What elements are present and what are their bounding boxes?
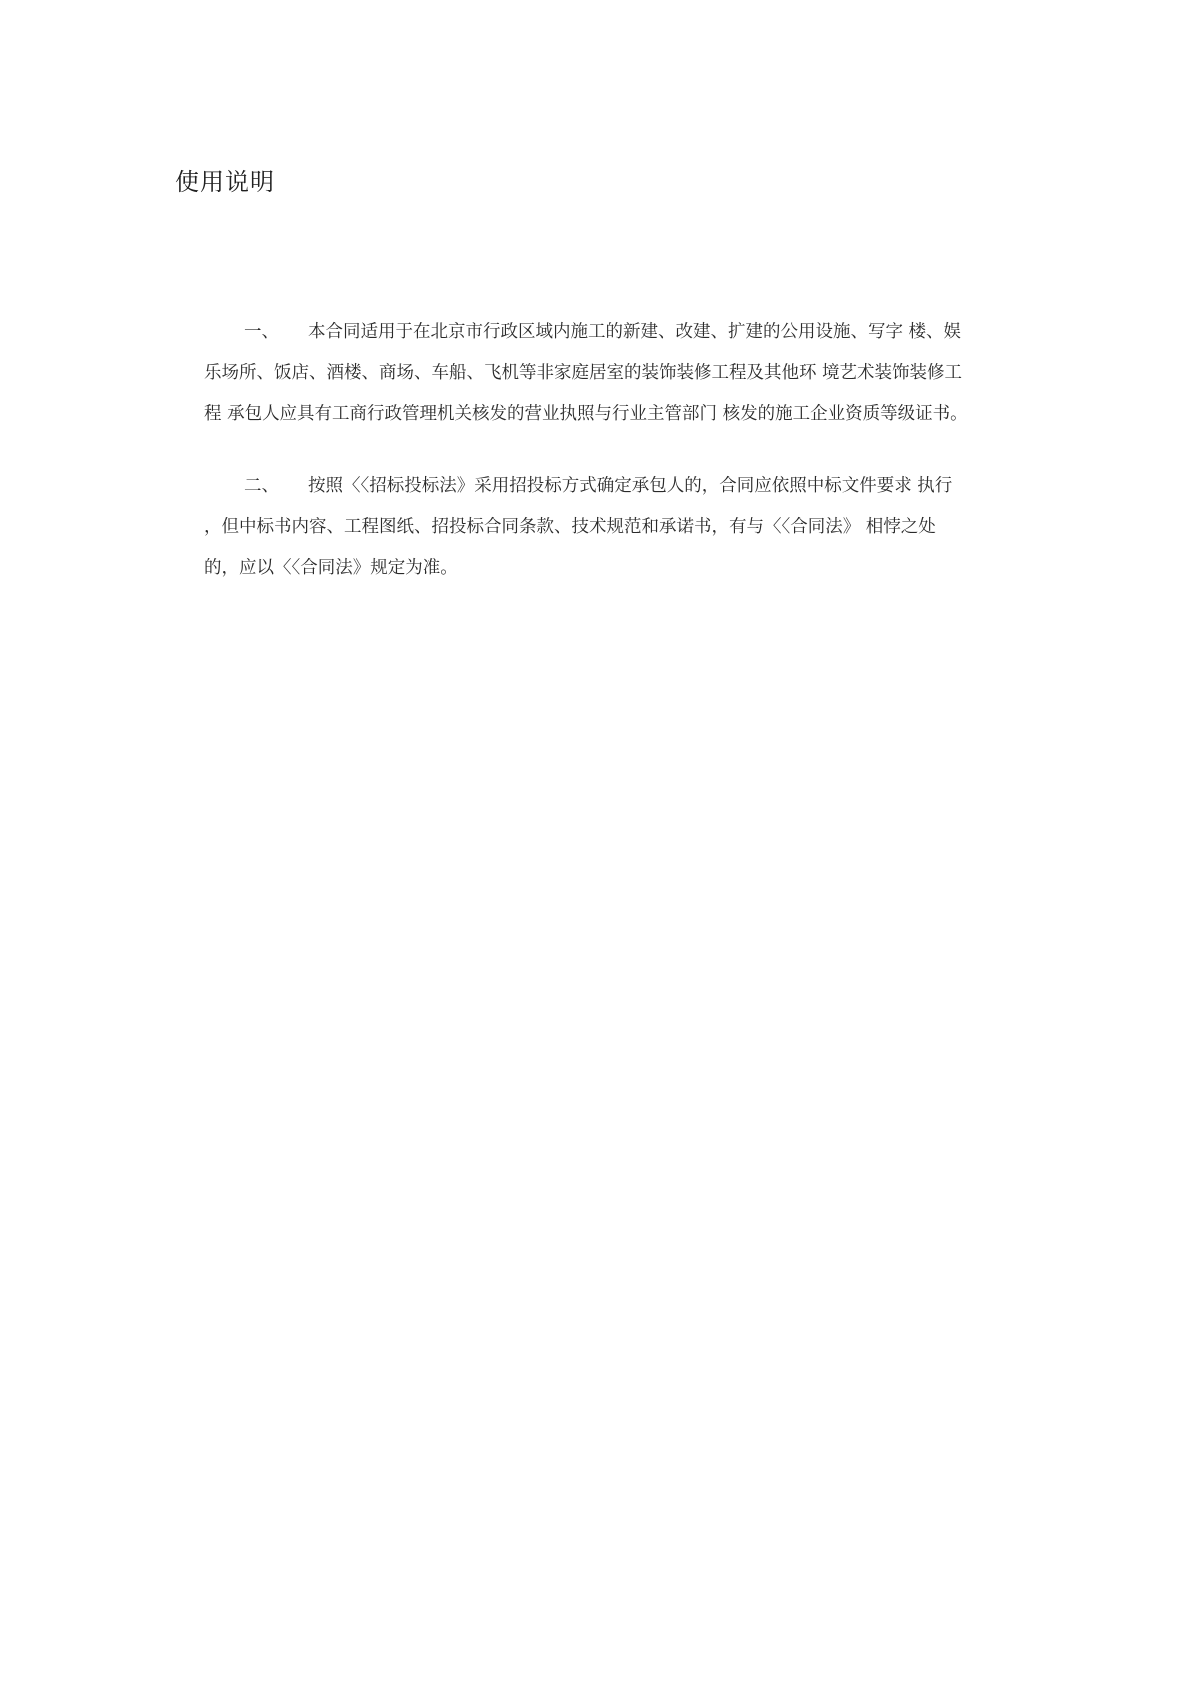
clause-2-line-3: 的，应以〈〈合同法》规定为准。 (204, 558, 458, 578)
clause-1-line-1 (204, 312, 1024, 353)
clause-2-line-1 (204, 466, 1024, 507)
clause-1-line-2: 乐场所、饭店、酒楼、商场、车船、飞机等非家庭居室的装饰装修工程及其他环 境艺术装饰装修工 (204, 363, 963, 383)
clause-1-line-3: 程 承包人应具有工商行政管理机关核发的营业执照与行业主管部门 核发的施工企业资质等级证书。 (204, 404, 968, 424)
clause-1-number: 一、 (244, 322, 279, 342)
clause-1-line-1-text: 本合同适用于在北京市行政区域内施工的新建、改建、扩建的公用设施、写字 楼、娱 (308, 322, 962, 342)
clause-2-line-2: ，但中标书内容、工程图纸、招投标合同条款、技术规范和承诺书，有与〈〈合同法》 相悖之处 (204, 517, 936, 537)
clause-2-number: 二、 (244, 476, 279, 496)
page-title: 使用说明 (175, 168, 275, 196)
clause-2-line-1-text: 按照〈〈招标投标法》采用招投标方式确定承包人的，合同应依照中标文件要求 执行 (308, 476, 953, 496)
clause-1 (204, 312, 1024, 435)
clause-2 (204, 466, 1024, 589)
